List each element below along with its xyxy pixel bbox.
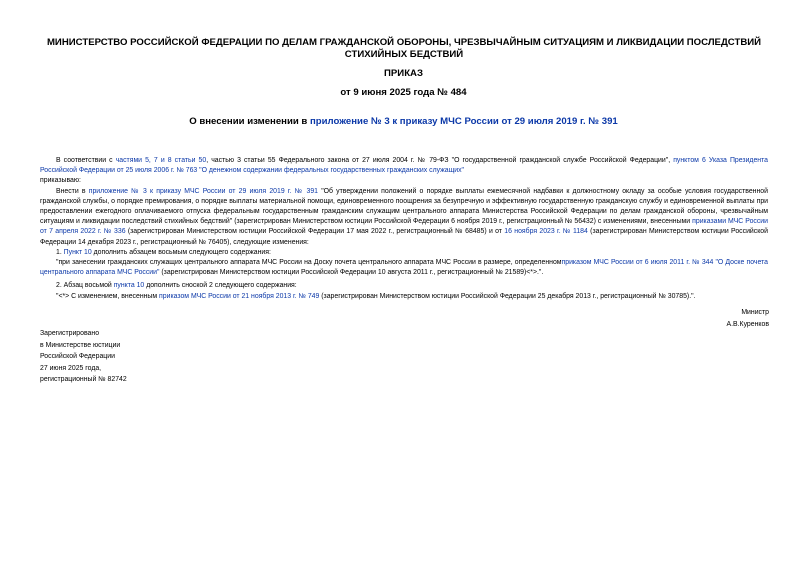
signatory-position: Министр xyxy=(741,309,769,316)
item-1-quote-text-2: (зарегистрирован Министерством юстиции Российской Федерации 10 августа 2011 г., регистрационный № 21589) xyxy=(159,269,527,277)
signatory-name: А.В.Куренков xyxy=(726,320,769,328)
item-1-paragraph xyxy=(40,248,768,258)
order-date: от 9 июня 2025 года № 484 xyxy=(340,87,467,98)
main-link-order-1184[interactable]: 16 ноября 2023 г. № 1184 xyxy=(504,228,588,236)
document-body xyxy=(40,156,768,302)
preamble-text-1: В соответствии с xyxy=(56,157,116,164)
item-1-number: 1. xyxy=(56,248,64,256)
item-1-quote-link-order-344[interactable]: приказом МЧС России от 6 июля 2011 г. № 344 "О Доске почета центрального аппарата МЧС России" xyxy=(40,259,768,277)
signature-block xyxy=(727,307,769,330)
preamble-link-decree[interactable]: пунктом 6 Указа Президента Российской Федерации от 25 июля 2006 г. № 763 "О денежном содержании федеральных государственных гражданских служащих" xyxy=(40,157,768,175)
item-1-link-point-10[interactable]: Пункт 10 xyxy=(63,248,92,256)
main-paragraph xyxy=(40,187,768,248)
item-1-quote xyxy=(40,258,768,278)
registration-block xyxy=(40,328,127,386)
item-1-quote-text-1: "при занесении гражданских служащих центрального аппарата МЧС России на Доску почета центрального аппарата МЧС России в размере, определенном xyxy=(56,259,562,267)
footnote-text-1: "<*> С изменением, внесенным xyxy=(56,292,160,300)
registration-line-5: регистрационный № 82742 xyxy=(40,376,127,383)
footnote-link-order-749[interactable]: приказом МЧС России от 21 ноября 2013 г. № 749 xyxy=(159,292,320,300)
order-label: ПРИКАЗ xyxy=(384,68,423,79)
main-text-4: (зарегистрирован Министерством юстиции Российской Федерации 14 декабря 2023 г., регистрационный № 76405), следующие изменения: xyxy=(40,228,768,246)
order-word: приказываю: xyxy=(40,177,81,185)
footnote-text-2: (зарегистрирован Министерством юстиции Российской Федерации 25 декабря 2013 г., регистрационный № 30785).". xyxy=(319,292,696,300)
main-link-order-336[interactable]: приказами МЧС России от 7 апреля 2022 г. № 336 xyxy=(40,218,768,236)
item-2-link-point-10[interactable]: пункта 10 xyxy=(113,282,145,290)
item-2-footnote xyxy=(40,292,768,302)
title-link[interactable]: приложение № 3 к приказу МЧС России от 29 июля 2019 г. № 391 xyxy=(310,116,618,127)
main-text-2: "Об утверждении положений о порядке выплаты ежемесячной надбавки к должностному окладу за особые условия государственной гражданской службы, о порядке премирования, о порядке выплаты материальной помощи, единовременного поощрения за безупречную и эффективную государственную гражданскую службу и единовременной выплаты при предоставлении ежегодного оплачиваемого отпуска федеральным государственным гражданским служащим центрального аппарата Министерства Российской Федерации по делам гражданской обороны, чрезвычайным ситуациям и ликвидации последствий стихийных бедствий" (зарегистрирован Министерством юстиции Российской Федерации 6 ноября 2019 г., регистрационный № 56432) с изменениями, внесенными xyxy=(40,187,768,226)
main-text-1: Внести в xyxy=(56,187,89,195)
title-prefix: О внесении изменении в xyxy=(189,116,310,127)
preamble-text-2: , частью 3 статьи 55 Федерального закона от 27 июля 2004 г. № 79-ФЗ "О государственной гражданской службе Российской Федерации", xyxy=(206,157,674,164)
registration-line-4: 27 июня 2025 года, xyxy=(40,364,102,372)
document-title xyxy=(0,116,807,127)
preamble-link-law[interactable]: частями 5, 7 и 8 статьи 50 xyxy=(115,157,207,164)
item-1-quote-end: <*>.". xyxy=(526,269,544,277)
ministry-heading: МИНИСТЕРСТВО РОССИЙСКОЙ ФЕДЕРАЦИИ ПО ДЕЛАМ ГРАЖДАНСКОЙ ОБОРОНЫ, ЧРЕЗВЫЧАЙНЫМ СИТУАЦИЯМ И ЛИКВИДАЦИИ ПОСЛЕДСТВИЙ СТИХИЙНЫХ БЕДСТВИЙ xyxy=(46,37,762,60)
registration-line-2: в Министерстве юстиции xyxy=(40,341,121,349)
item-1-text: дополнить абзацем восьмым следующего содержания: xyxy=(91,248,271,256)
item-2-text-2: дополнить сноской 2 следующего содержания: xyxy=(144,282,297,290)
preamble-paragraph xyxy=(40,156,768,176)
item-2-text-1: 2. Абзац восьмой xyxy=(56,282,114,290)
registration-line-1: Зарегистрировано xyxy=(40,330,100,337)
item-2-paragraph xyxy=(40,281,768,291)
main-text-3: (зарегистрирован Министерством юстиции Российской Федерации 17 мая 2022 г., регистрационный № 68485) и от xyxy=(125,228,505,236)
registration-line-3: Российской Федерации xyxy=(40,353,115,360)
main-link-appendix[interactable]: приложение № 3 к приказу МЧС России от 29 июля 2019 г. № 391 xyxy=(88,187,318,195)
